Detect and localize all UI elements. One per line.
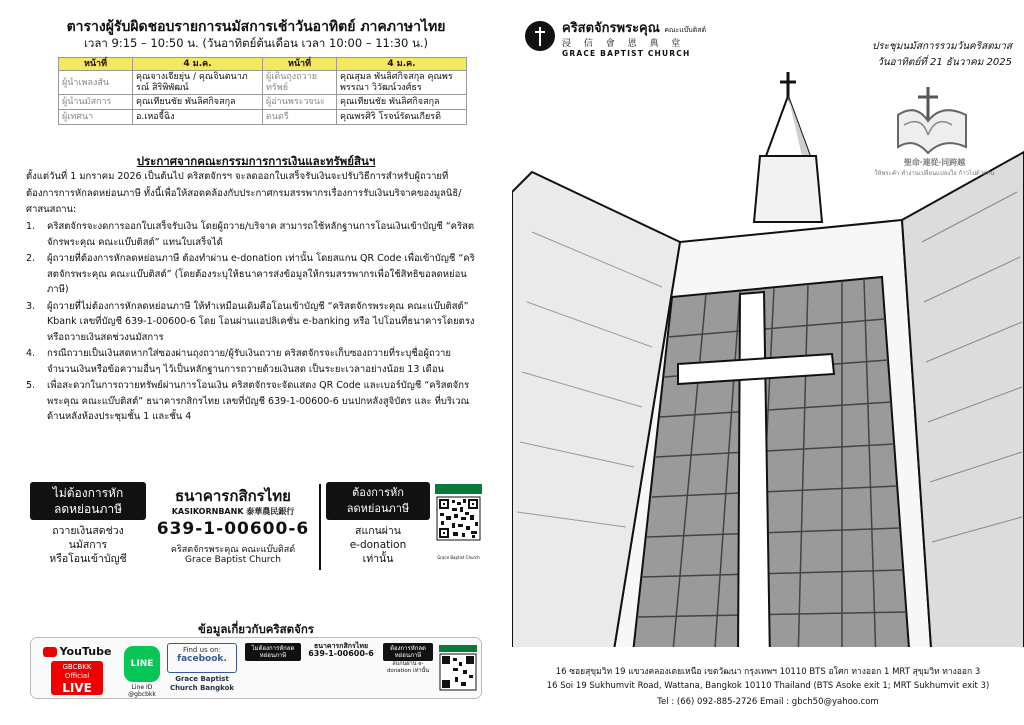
emblem-subcaption: ให้พระคำ ทำงานเปลี่ยนแปลงใจ ก้าวไปด้วยกัน bbox=[874, 170, 995, 177]
youtube-channel: GBCBKK Official bbox=[62, 663, 92, 680]
name-cell: คุณเทียนชัย พันลิศกิจสกุล bbox=[337, 95, 467, 110]
donation-banner bbox=[30, 482, 482, 578]
facebook-page-name: Grace Baptist Church Bangkok bbox=[169, 675, 235, 692]
item-text: กรณีถวายเป็นเงินสดหากใส่ซองผ่านถุงถวาย/ผู้รับเงินถวาย คริสตจักรจะเก็บซองถวายที่ระบุชื่อผู้ถวาย จำนวนเงินหรือข้อความอื่นๆ ไว้เป็นหลักฐานการถวายด้วยเงินสด เป็นระยะเวลาอย่างน้อย 13 เดือน bbox=[47, 348, 451, 375]
qr-caption: Grace Baptist Church bbox=[437, 555, 480, 560]
announcement-title: ประกาศจากคณะกรรมการการเงินและทรัพย์สินฯ bbox=[136, 154, 376, 168]
facebook-link[interactable] bbox=[167, 643, 237, 673]
line-label: LINE bbox=[130, 659, 154, 669]
church-logo-icon bbox=[525, 21, 555, 51]
youtube-logo bbox=[37, 645, 117, 658]
header-date: 4 ม.ค. bbox=[337, 58, 467, 71]
church-name-thai-main: คริสตจักรพระคุณ bbox=[562, 21, 660, 36]
role-cell: ดนตรี bbox=[263, 110, 337, 125]
deduct-box bbox=[326, 482, 430, 520]
schedule-table bbox=[58, 57, 467, 125]
list-item bbox=[26, 346, 478, 377]
item-number: 4. bbox=[26, 348, 36, 359]
youtube-link[interactable] bbox=[37, 643, 117, 695]
cash-line2: นมัสการ bbox=[68, 539, 108, 551]
item-text: คริสตจักรจะงดการออกใบเสร็จรับเงิน โดยผู้ถวาย/บริจาค สามารถใช้หลักฐานการโอนเงินเข้าบัญชี “คริสตจักรพระคุณ คณะแบ๊บติสต์” แทนใบเสร็จได้ bbox=[47, 221, 475, 248]
header-role: หน้าที่ bbox=[59, 58, 133, 71]
address-thai: 16 ซอยสุขุมวิท 19 แขวงคลองเตยเหนือ เขตวัฒนา กรุงเทพฯ 10110 BTS อโศก ทางออก 1 MRT สุขุมวิท ทางออก 3 bbox=[555, 667, 981, 677]
live-label: LIVE bbox=[62, 681, 92, 695]
line-id: Line ID @gbcbkk bbox=[128, 684, 156, 698]
edon-line2: e-donation bbox=[349, 539, 407, 551]
mini-account-number: 639-1-00600-6 bbox=[308, 649, 374, 658]
item-text: ผู้ถวายที่ต้องการหักลดหย่อนภาษี ต้องทำผ่าน e-donation เท่านั้น โดยสแกน QR Code เพื่อเข้าบัญชี “คริสตจักรพระคุณ คณะแบ๊บติสต์” (โดยต้องระบุให้ธนาคารส่งข้อมูลให้กรมสรรพากรเพื่อใช้สิทธิขอลดหย่อนภาษี) bbox=[47, 253, 475, 295]
bank-name-english: KASIKORNBANK 泰華農民銀行 bbox=[171, 507, 295, 516]
item-text: เพื่อสะดวกในการถวายทรัพย์ผ่านการโอนเงิน คริสตจักรจะจัดแสดง QR Code และเบอร์บัญชี “คริสตจักรพระคุณ คณะแบ๊บติสต์” ธนาคารกสิกรไทย เลขที่บัญชี 639-1-00600-6 บนปกหลังสูจิบัตร และ ที่บริเวณด้านหลังห้องประชุมชั้น 1 และชั้น 4 bbox=[47, 380, 470, 422]
cash-line3: หรือโอนเข้าบัญชี bbox=[49, 553, 127, 565]
list-item bbox=[26, 299, 478, 346]
item-number: 1. bbox=[26, 221, 36, 232]
cash-line1: ถวายเงินสดช่วง bbox=[52, 525, 124, 537]
name-cell: คุณจางเจียยุ่น / คุณจินตนาภรณ์ สิริพิพัฒน์ bbox=[133, 71, 263, 95]
header-date: 4 ม.ค. bbox=[133, 58, 263, 71]
address-english: 16 Soi 19 Sukhumvit Road, Wattana, Bangkok 10110 Thailand (BTS Asoke exit 1; MRT Sukhumvit exit 3) bbox=[546, 681, 990, 691]
table-row bbox=[59, 95, 467, 110]
service-title: ประชุมนมัสการรวมวันคริสตมาส bbox=[871, 41, 1012, 52]
emblem-caption: 聖命‧連從‧同跨越 bbox=[903, 158, 966, 167]
church-name-thai bbox=[562, 17, 706, 38]
info-box bbox=[30, 637, 482, 699]
name-cell: คุณสุมล พันลิศกิจสกุล คุณพรพรรณา วิวัฒน์วงศ์ธร bbox=[337, 71, 467, 95]
mini-bank-info bbox=[306, 643, 376, 693]
name-cell: คุณเทียนชัย พันลิศกิจสกุล bbox=[133, 95, 263, 110]
no-deduct-box bbox=[30, 482, 146, 520]
mini-deduct bbox=[383, 643, 433, 693]
mini-qr-code-icon[interactable] bbox=[439, 645, 477, 691]
play-icon bbox=[43, 647, 57, 657]
name-cell: คุณพรศิริ โรจน์รัตนเกียรติ bbox=[337, 110, 467, 125]
announcement-list bbox=[26, 219, 478, 426]
bank-name: ธนาคารกสิกรไทย bbox=[175, 487, 291, 505]
fb-find-label: Find us on: bbox=[183, 646, 221, 654]
list-item bbox=[26, 219, 478, 250]
qr-code-icon[interactable] bbox=[435, 484, 482, 554]
table-row bbox=[59, 110, 467, 125]
name-cell: อ.เหอจี้ฉิง bbox=[133, 110, 263, 125]
right-page bbox=[512, 0, 1024, 725]
schedule-title: ตารางผู้รับผิดชอบรายการนมัสการเช้าวันอาทิตย์ ภาคภาษาไทย bbox=[66, 19, 446, 35]
deduct-line2: ลดหย่อนภาษี bbox=[346, 502, 410, 515]
item-number: 2. bbox=[26, 253, 36, 264]
table-header-row bbox=[59, 58, 467, 71]
youtube-live-badge bbox=[51, 661, 103, 695]
no-deduct-line1: ไม่ต้องการหัก bbox=[52, 486, 124, 500]
item-number: 3. bbox=[26, 300, 36, 312]
mini-bank-name: ธนาคารกสิกรไทย bbox=[313, 642, 369, 650]
line-icon[interactable] bbox=[124, 646, 160, 682]
youtube-label: YouTube bbox=[59, 645, 112, 658]
account-name-english: Grace Baptist Church bbox=[185, 555, 281, 565]
role-cell: ผู้เดินถุงถวายทรัพย์ bbox=[263, 71, 337, 95]
account-number: 639-1-00600-6 bbox=[156, 519, 310, 539]
info-title: ข้อมูลเกี่ยวกับคริสตจักร bbox=[198, 622, 314, 636]
no-deduct-line2: ลดหย่อนภาษี bbox=[53, 502, 123, 516]
table-row bbox=[59, 71, 467, 95]
deduct-line1: ต้องการหัก bbox=[352, 486, 404, 499]
edonation-instructions bbox=[326, 524, 430, 566]
church-name-chinese: 浸 信 會 恩 典 堂 bbox=[562, 39, 686, 49]
facebook-icon: facebook. bbox=[177, 654, 227, 664]
mini-edonation-label: สแกนผ่าน e-donation เท่านั้น bbox=[386, 661, 430, 674]
header-role: หน้าที่ bbox=[263, 58, 337, 71]
mini-no-deduct bbox=[245, 643, 301, 693]
announcement-intro: ตั้งแต่วันที่ 1 มกราคม 2026 เป็นต้นไป คริสตจักรฯ จะลดออกใบเสร็จรับเงินจะปรับวิธีการสำหรับผู้ถวายที่ต้องการการหักลดหย่อนภาษี ทั้งนี้เพื่อให้สอดคล้องกับประกาศกรมสรรพากรเรื่องการรับเงินบริจาคของมูลนิธิ/ศาสนสถาน: bbox=[26, 171, 462, 215]
mini-deduct-label: ต้องการหักลดหย่อนภาษี bbox=[383, 643, 433, 661]
account-name-thai: คริสตจักรพระคุณ คณะแบ๊บติสต์ bbox=[170, 545, 296, 555]
role-cell: ผู้นำเพลงสัน bbox=[59, 71, 133, 95]
item-text: ผู้ถวายที่ไม่ต้องการหักลดหย่อนภาษี ให้ทำเหมือนเดิมคือโอนเข้าบัญชี “คริสตจักรพระคุณ คณะแบ๊บติสต์” Kbank เลขที่บัญชี 639-1-00600-6 โดย โอนผ่านแอปลิเคชั่น e-banking หรือ ไปโอนที่ธนาคารโดยตรง หรือถวายเงินสดช่วงนมัสการ bbox=[47, 300, 475, 343]
role-cell: ผู้อ่านพระวจนะ bbox=[263, 95, 337, 110]
list-item bbox=[26, 378, 478, 425]
church-name-english: GRACE BAPTIST CHURCH bbox=[562, 49, 691, 58]
cash-instructions bbox=[30, 524, 146, 566]
role-cell: ผู้นำนมัสการ bbox=[59, 95, 133, 110]
item-number: 5. bbox=[26, 380, 36, 391]
edon-line3: เท่านั้น bbox=[362, 553, 394, 565]
contact-info: Tel : (66) 092-885-2726 Email : gbch50@yahoo.com bbox=[657, 697, 879, 707]
role-cell: ผู้เทศนา bbox=[59, 110, 133, 125]
bible-cross-emblem-icon bbox=[882, 85, 982, 163]
mini-no-deduct-label: ไม่ต้องการหักลดหย่อนภาษี bbox=[245, 643, 301, 661]
list-item bbox=[26, 251, 478, 298]
service-date: วันอาทิตย์ที่ 21 ธันวาคม 2025 bbox=[877, 57, 1012, 68]
edon-line1: สแกนผ่าน bbox=[355, 525, 401, 537]
divider bbox=[319, 484, 321, 570]
schedule-subtitle: เวลา 9:15 – 10:50 น. (วันอาทิตย์ต้นเดือน เวลา 10:00 – 11:30 น.) bbox=[83, 36, 429, 50]
church-name-thai-small: คณะแบ๊บติสต์ bbox=[664, 26, 707, 34]
